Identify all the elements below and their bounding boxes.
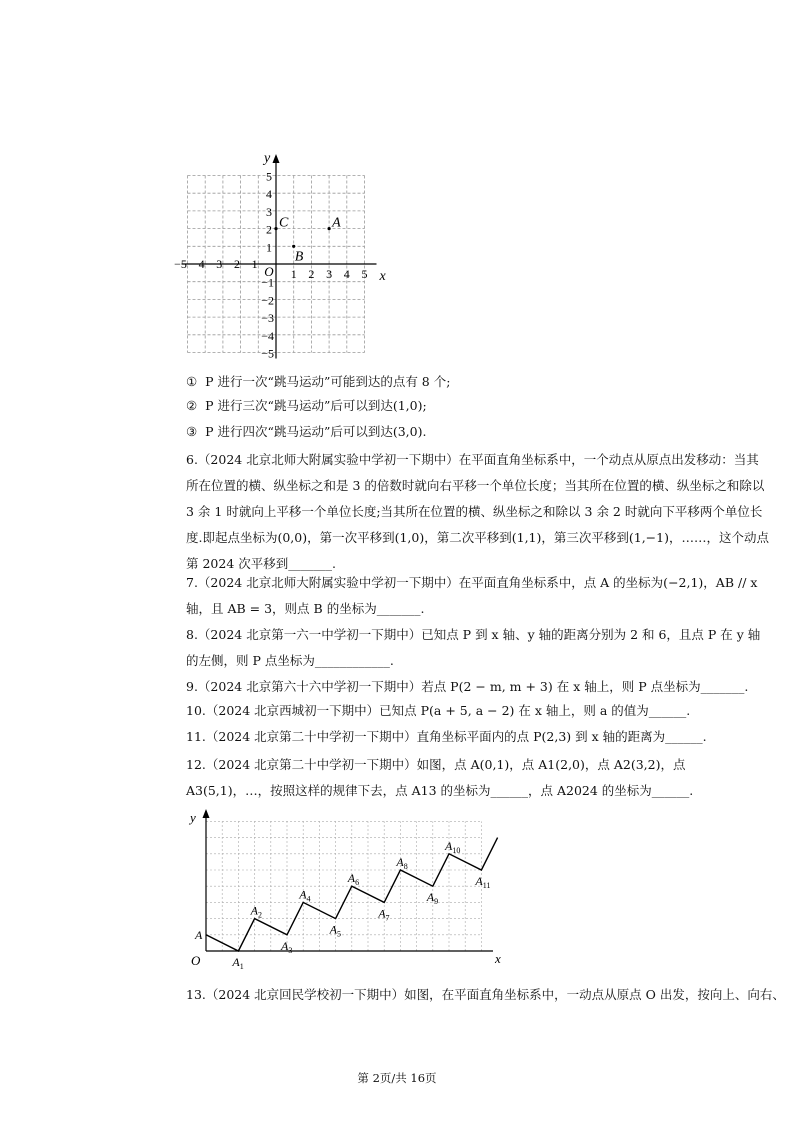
grid-lines	[206, 821, 481, 951]
axes	[188, 809, 501, 968]
y-tick-label: 3	[266, 204, 272, 219]
x-tick-label: −5	[174, 257, 187, 271]
option-3-mark: ③	[186, 424, 198, 439]
y-tick-label: 5	[266, 169, 272, 184]
point-c	[274, 227, 277, 230]
zigzag-figure	[185, 806, 505, 976]
point-label: $A_2$	[250, 903, 262, 920]
question-6: 6.（2024 北京北师大附属实验中学初一下期中）在平面直角坐标系中，一个动点从原点出发移动：当其所在位置的横、纵坐标之和是 3 的倍数时就向右平移一个单位长度；当其所在位置的横、纵坐标之和除以 3 余 1 时就向上平移一个单位长度;当其所在位置的横、纵坐标之和除以 3 余 2 时就向下平移两个单位长度.即起点坐标为(0,0)，第一次平移到(1,0)，第二次平移到(1,1)，第三次平移到(1,−1)，……，这个动点第 2024 次平移到_______.	[186, 452, 769, 571]
point-label-c: C	[279, 215, 289, 231]
point-label-a: A	[332, 215, 341, 231]
question-8: 8.（2024 北京第一六一中学初一下期中）已知点 P 到 x 轴、y 轴的距离分别为 2 和 6，且点 P 在 y 轴的左侧，则 P 点坐标为____________.	[186, 627, 761, 668]
option-2-body: P 进行三次“跳马运动”后可以到达(1,0);	[205, 398, 427, 413]
x-axis-label: x	[495, 951, 501, 966]
y-axis-label: y	[190, 810, 196, 825]
option-1-text: ①	[186, 374, 198, 389]
x-tick-label: 1	[290, 267, 297, 281]
origin-label: O	[264, 264, 274, 279]
point-label: $A_1$	[232, 955, 244, 971]
x-axis-label: x	[379, 269, 386, 284]
y-tick-label: 4	[266, 187, 272, 202]
point-b	[292, 245, 295, 248]
x-tick-label: 4	[343, 267, 350, 281]
option-1	[186, 370, 771, 394]
y-tick-label: −1	[261, 275, 274, 290]
y-axis-arrow	[273, 154, 280, 163]
question-13: 13.（2024 北京回民学校初一下期中）如图，在平面直角坐标系中，一动点从原点 O 出发，按向上、向右、	[186, 987, 785, 1002]
x-tick-label: 2	[308, 267, 315, 281]
point-label: A	[195, 927, 203, 942]
y-axis-arrow	[203, 809, 210, 818]
question-12: 12.（2024 北京第二十中学初一下期中）如图，点 A(0,1)，点 A1(2,0)，点 A2(3,2)，点 A3(5,1)，…，按照这样的规律下去，点 A13 的坐标为______，点 A2024 的坐标为______.	[186, 757, 694, 798]
y-tick-label: −4	[261, 328, 274, 343]
point-label: $A_3$	[281, 938, 293, 955]
y-axis-label: y	[264, 151, 271, 166]
point-label: $A_5$	[329, 922, 341, 939]
axes	[182, 151, 387, 359]
page-footer: 第 2页/共 16页	[357, 1071, 437, 1085]
x-tick-label: −1	[244, 257, 258, 271]
tick-labels	[174, 170, 367, 361]
x-tick-label: −2	[227, 257, 240, 271]
origin-label: O	[191, 953, 201, 968]
question-9: 9.（2024 北京第六十六中学初一下期中）若点 P(2 − m, m + 3) 在 x 轴上，则 P 点坐标为_______.	[186, 679, 749, 694]
option-2-mark: ②	[186, 398, 198, 413]
option-1-body: P 进行一次“跳马运动”可能到达的点有 8 个;	[205, 374, 451, 389]
y-tick-label: −3	[261, 311, 274, 326]
y-tick-label: 1	[266, 240, 272, 255]
point-label: $A_{11}$	[475, 874, 491, 890]
point-label: $A_7$	[378, 906, 390, 923]
x-tick-label: 3	[326, 267, 333, 281]
option-3	[186, 420, 771, 444]
y-tick-label: −2	[261, 293, 274, 308]
point-label: $A_4$	[299, 887, 311, 904]
question-11: 11.（2024 北京第二十中学初一下期中）直角坐标平面内的点 P(2,3) 到 x 轴的距离为______.	[186, 729, 707, 744]
point-label: $A_{10}$	[445, 838, 461, 855]
point-label: $A_8$	[396, 855, 408, 871]
x-tick-label: −4	[191, 257, 205, 271]
point-a	[328, 227, 331, 230]
option-3-body: P 进行四次“跳马运动”后可以到达(3,0).	[205, 424, 427, 439]
points	[274, 216, 341, 265]
question-7: 7.（2024 北京北师大附属实验中学初一下期中）在平面直角坐标系中，点 A 的坐标为(−2,1)，AB // x 轴，且 AB = 3，则点 B 的坐标为_______.	[186, 575, 758, 616]
point-label: $A_6$	[347, 871, 360, 888]
y-tick-label: −5	[261, 346, 274, 361]
question-10: 10.（2024 北京西城初一下期中）已知点 P(a + 5, a − 2) 在 x 轴上，则 a 的值为______.	[186, 703, 691, 718]
option-2	[186, 394, 771, 418]
x-tick-label: −3	[209, 257, 223, 271]
point-label-b: B	[294, 249, 304, 265]
y-tick-label: 2	[266, 222, 272, 237]
coordinate-grid-figure	[174, 150, 395, 365]
point-label: $A_9$	[426, 890, 439, 907]
x-tick-label: 5	[361, 267, 368, 281]
